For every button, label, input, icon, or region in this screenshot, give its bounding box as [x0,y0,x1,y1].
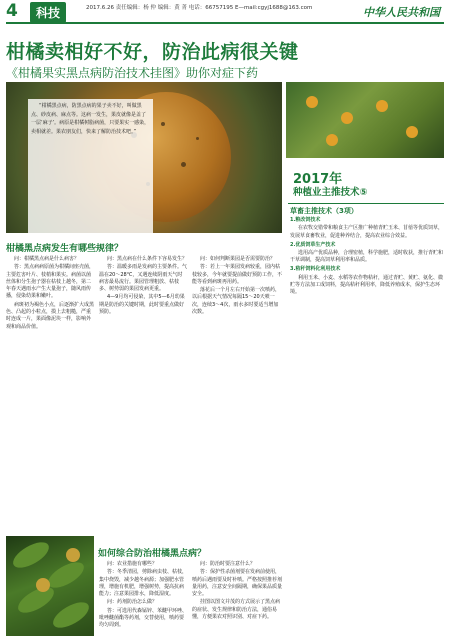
paragraph: 答：保护性杀菌剂要在发病前使用，喷药后遇雨要及时补喷。严格按照推荐剂量用药，注意安全间隔期，确保果品质量安全。 [192,569,283,598]
paragraph: 问：农业措施有哪些？ [107,561,158,567]
sidebar-heading: 草畜主推技术（3项） [290,207,358,215]
page-number: 4 [6,1,18,21]
text-column [192,561,282,622]
text-column [6,256,94,332]
sidebar-column [290,206,444,297]
sidebar-item-title: 3.秸秆饲料化利用技术 [290,266,341,273]
paragraph: 问：黑点病在什么条件下容易发生？ [107,256,188,262]
sidebar-year: 2017年 [293,172,343,187]
newspaper-logo: 中华人民共和国 [363,6,440,19]
intro-text-box: “柑橘黑点病，防黑点病的果子卖不好，叫做黑点、砂皮病、麻点等。这病一发生，果皮就像是盖了一层‘麻子’。病原是柑橘树脂病菌，只要果实一感染，卖相就差。果农朋友们，快来了解防治技术吧。” [28,99,153,234]
header-rule [6,22,444,24]
paragraph: 问：如何判断果园是否需要防治？ [200,256,276,262]
question-heading: 柑橘黑点病发生有哪些规律？ [6,244,124,254]
text-column [192,256,282,317]
paragraph: 问：药剂防治怎么做？ [107,599,158,606]
masthead-meta: 2017.6.26 责任编辑：杨 仲 编辑：黄 菁 电话：66757195 E—mail:cgyj1688@163.com [86,5,313,11]
paragraph: 答：可选用代森锰锌、苯醚甲环唑、吡唑醚菌酯等药剂，交替使用，喷药要均匀周到。 [99,607,188,629]
paragraph: 挂图以图文并茂的方式展示了黑点病的症状、发生规律和防治方法，通俗易懂，方便果农对照识别、对症下药。 [192,599,281,621]
paragraph: 问：防治时要注意什么？ [200,561,256,567]
article-subhead: 《柑橘果实黑点病防治技术挂图》助你对症下药 [6,66,259,80]
sidebar-item-title: 1.粮改饲技术 [290,217,321,224]
sidebar-item-title: 2.优质饲草生产技术 [290,241,336,248]
citrus-leaf-photo [6,536,94,636]
sidebar-item-text: 利用玉米、小麦、水稻等农作物秸秆，通过青贮、黄贮、氨化、微贮等方法加工成饲料，提高秸秆利用率，降低养殖成本，保护生态环境。 [290,274,444,296]
text-column [99,256,187,317]
article-headline: 柑橘卖相好不好，防治此病很关键 [6,41,299,63]
text-column [99,561,187,631]
sidebar-rule [288,203,444,204]
paragraph: 答：黑点病病原菌为柑橘间座壳菌，主要危害叶片、枝梢和果实。病菌以菌丝体和分生孢子器在枯枝上越冬，第二年春天遇雨水产生大量孢子，随风雨传播，侵染幼果和嫩叶。 [6,264,95,300]
paragraph: 答：若上一年果园发病较重，园内枯枝较多，今年就要提前做好预防工作，不能等看到病斑再用药。 [192,264,283,285]
citrus-tree-photo [286,82,444,158]
sidebar-item-text: 选用高产优质品种，合理密植，科学施肥，适时收获，推行青贮和干草调制，提高饲草利用率和品质。 [290,250,444,264]
paragraph: 问：柑橘黑点病是什么病害？ [14,256,80,262]
paragraph: 4—9月均可侵染，其中5—6月幼果期是防治的关键时期，此时要重点做好预防。 [99,294,185,316]
sidebar-item-text: 在农牧交错带和粮食主产区推广种植青贮玉米、苜蓿等优质饲草，发展草食畜牧业，促进种养结合，提高农业综合效益。 [290,225,444,239]
question-heading: 如何综合防治柑橘黑点病？ [98,549,207,559]
page-header [0,0,450,22]
paragraph: 病斑初为褐色小点，后逐渐扩大成黑色、凸起的小粒点，摸上去粗糙，严重时连成一片，果面像泥块一样，影响外观和商品价值。 [6,301,95,330]
section-label: 科技 [30,2,66,23]
paragraph: 落花后一个月左右开始第一次喷药，以后根据天气情况每隔15～20天喷一次，连续3～4次，雨水多时要适当增加次数。 [192,287,281,316]
sidebar-title: 种植业主推技术⑤ [293,187,368,198]
paragraph: 答：冬季清园，剪除病虫枝、枯枝，集中烧毁，减少越冬病源；加强肥水管理，增施有机肥，增强树势，提高抗病能力；注意果园排水，降低湿度。 [99,569,188,598]
paragraph: 答：温暖多雨是发病的主要条件。气温在20～28℃，又遇连续阴雨天气时病害最易流行。果园管理粗放、枯枝多、树势弱的果园发病更重。 [99,264,188,293]
